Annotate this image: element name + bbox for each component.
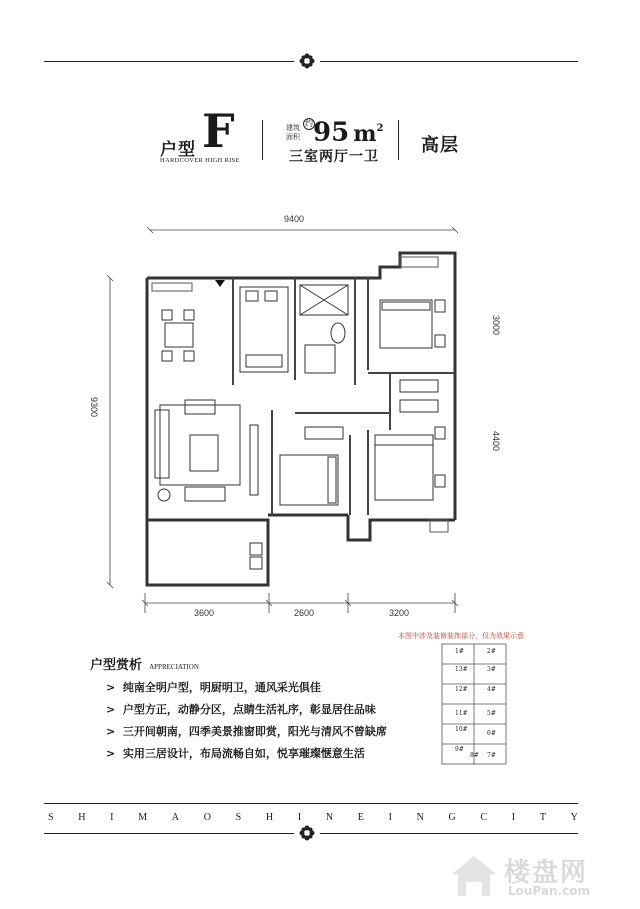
keyplan-unit-3: 3# [487, 666, 496, 673]
dim-bottom-2: 2600 [294, 608, 315, 618]
walls [147, 253, 455, 585]
watermark-cn: 楼盘网 [504, 858, 589, 888]
keyplan-unit-12: 12# [455, 686, 468, 693]
watermark-en: LouPan.com [508, 884, 590, 898]
interior-walls [233, 278, 455, 515]
keyplan-unit-8: 8# [470, 752, 479, 759]
footer-rule-bottom-right [320, 833, 578, 834]
bed-master-icon [380, 300, 445, 348]
flower-ornament-footer-icon [299, 825, 315, 841]
dining-table-icon [162, 310, 194, 361]
sofa-set-icon [155, 400, 240, 501]
entrance-arrow-icon [215, 280, 225, 287]
appreciation-title-cn: 户型赏析 [90, 658, 143, 673]
kitchen-counter-icon [240, 287, 288, 372]
footer-rule-top [44, 803, 578, 804]
left-dimension-line [107, 275, 113, 588]
appreciation-point-3: > 三开间朝南，四季美景推窗即赏，阳光与清风不曾缺席 [106, 725, 387, 738]
balcony-icon [250, 543, 262, 569]
watermark-logo-icon [448, 852, 500, 900]
keyplan-unit-7: 7# [487, 752, 496, 759]
header-divider-1 [262, 120, 263, 160]
keyplan-unit-10: 10# [455, 726, 468, 733]
unit-type-label: 户型 [160, 140, 196, 160]
building-type: 高层 [421, 135, 459, 156]
top-rule-right [320, 61, 578, 62]
unit-type-subtitle: HARDCOVER HIGH RISE [160, 157, 240, 164]
appreciation-title-en: APPRECIATION [149, 663, 199, 671]
bed-third-icon [375, 427, 445, 500]
dim-right-bottom: 4400 [491, 430, 502, 452]
wardrobe-icon [305, 380, 438, 439]
floor-plan [100, 205, 480, 615]
dim-top-width: 9400 [284, 214, 305, 224]
top-dimension-line [147, 227, 458, 233]
keyplan-diagram [438, 640, 510, 768]
area-unit-sup: 2 [376, 123, 384, 134]
appreciation-point-1: > 纯南全明户型，明厨明卫，通风采光俱佳 [106, 681, 321, 694]
area-label-top: 建筑 [286, 124, 300, 132]
area-unit: m [353, 120, 377, 147]
bed-second-icon [280, 455, 338, 505]
keyplan-unit-1: 1# [455, 648, 464, 655]
keyplan-unit-9: 9# [455, 746, 464, 753]
bathroom-fixtures-icon [300, 285, 348, 373]
keyplan-unit-6: 6# [487, 730, 496, 737]
footer-letters: S H I M A O S H I N E I N G C I T Y [48, 812, 578, 823]
unit-type-letter: F [202, 104, 235, 158]
keyplan-unit-5: 5# [487, 710, 496, 717]
appreciation-point-4: > 实用三居设计，布局流畅自如，悦享璀璨惬意生活 [106, 747, 365, 760]
keyplan-unit-4: 4# [487, 686, 496, 693]
tv-cabinet-icon [250, 425, 258, 495]
area-number: 95 [313, 117, 350, 148]
keyplan-unit-2: 2# [487, 648, 496, 655]
header-divider-2 [398, 120, 399, 160]
keyplan-unit-11: 11# [455, 710, 468, 717]
top-rule-left [44, 61, 294, 62]
dim-right-top: 3000 [491, 314, 502, 336]
appreciation-title [90, 654, 199, 673]
area-prefix: 约 [305, 119, 313, 128]
dim-left-height: 9300 [89, 396, 100, 418]
dim-bottom-1: 3600 [194, 608, 215, 618]
flower-ornament-icon [299, 53, 315, 69]
dim-bottom-3: 3200 [389, 608, 410, 618]
layout-description: 三室两厅一卫 [289, 149, 379, 165]
keyplan-unit-13: 13# [455, 666, 468, 673]
appreciation-point-2: > 户型方正，动静分区，点睛生活礼序，彰显居住品味 [106, 703, 376, 716]
footer-rule-bottom-left [44, 833, 294, 834]
area-value [313, 114, 383, 149]
keyplan-note: 本图中涉及装修装饰部分，仅为效果示意 [398, 632, 524, 640]
area-label-bottom: 面积 [286, 133, 300, 141]
